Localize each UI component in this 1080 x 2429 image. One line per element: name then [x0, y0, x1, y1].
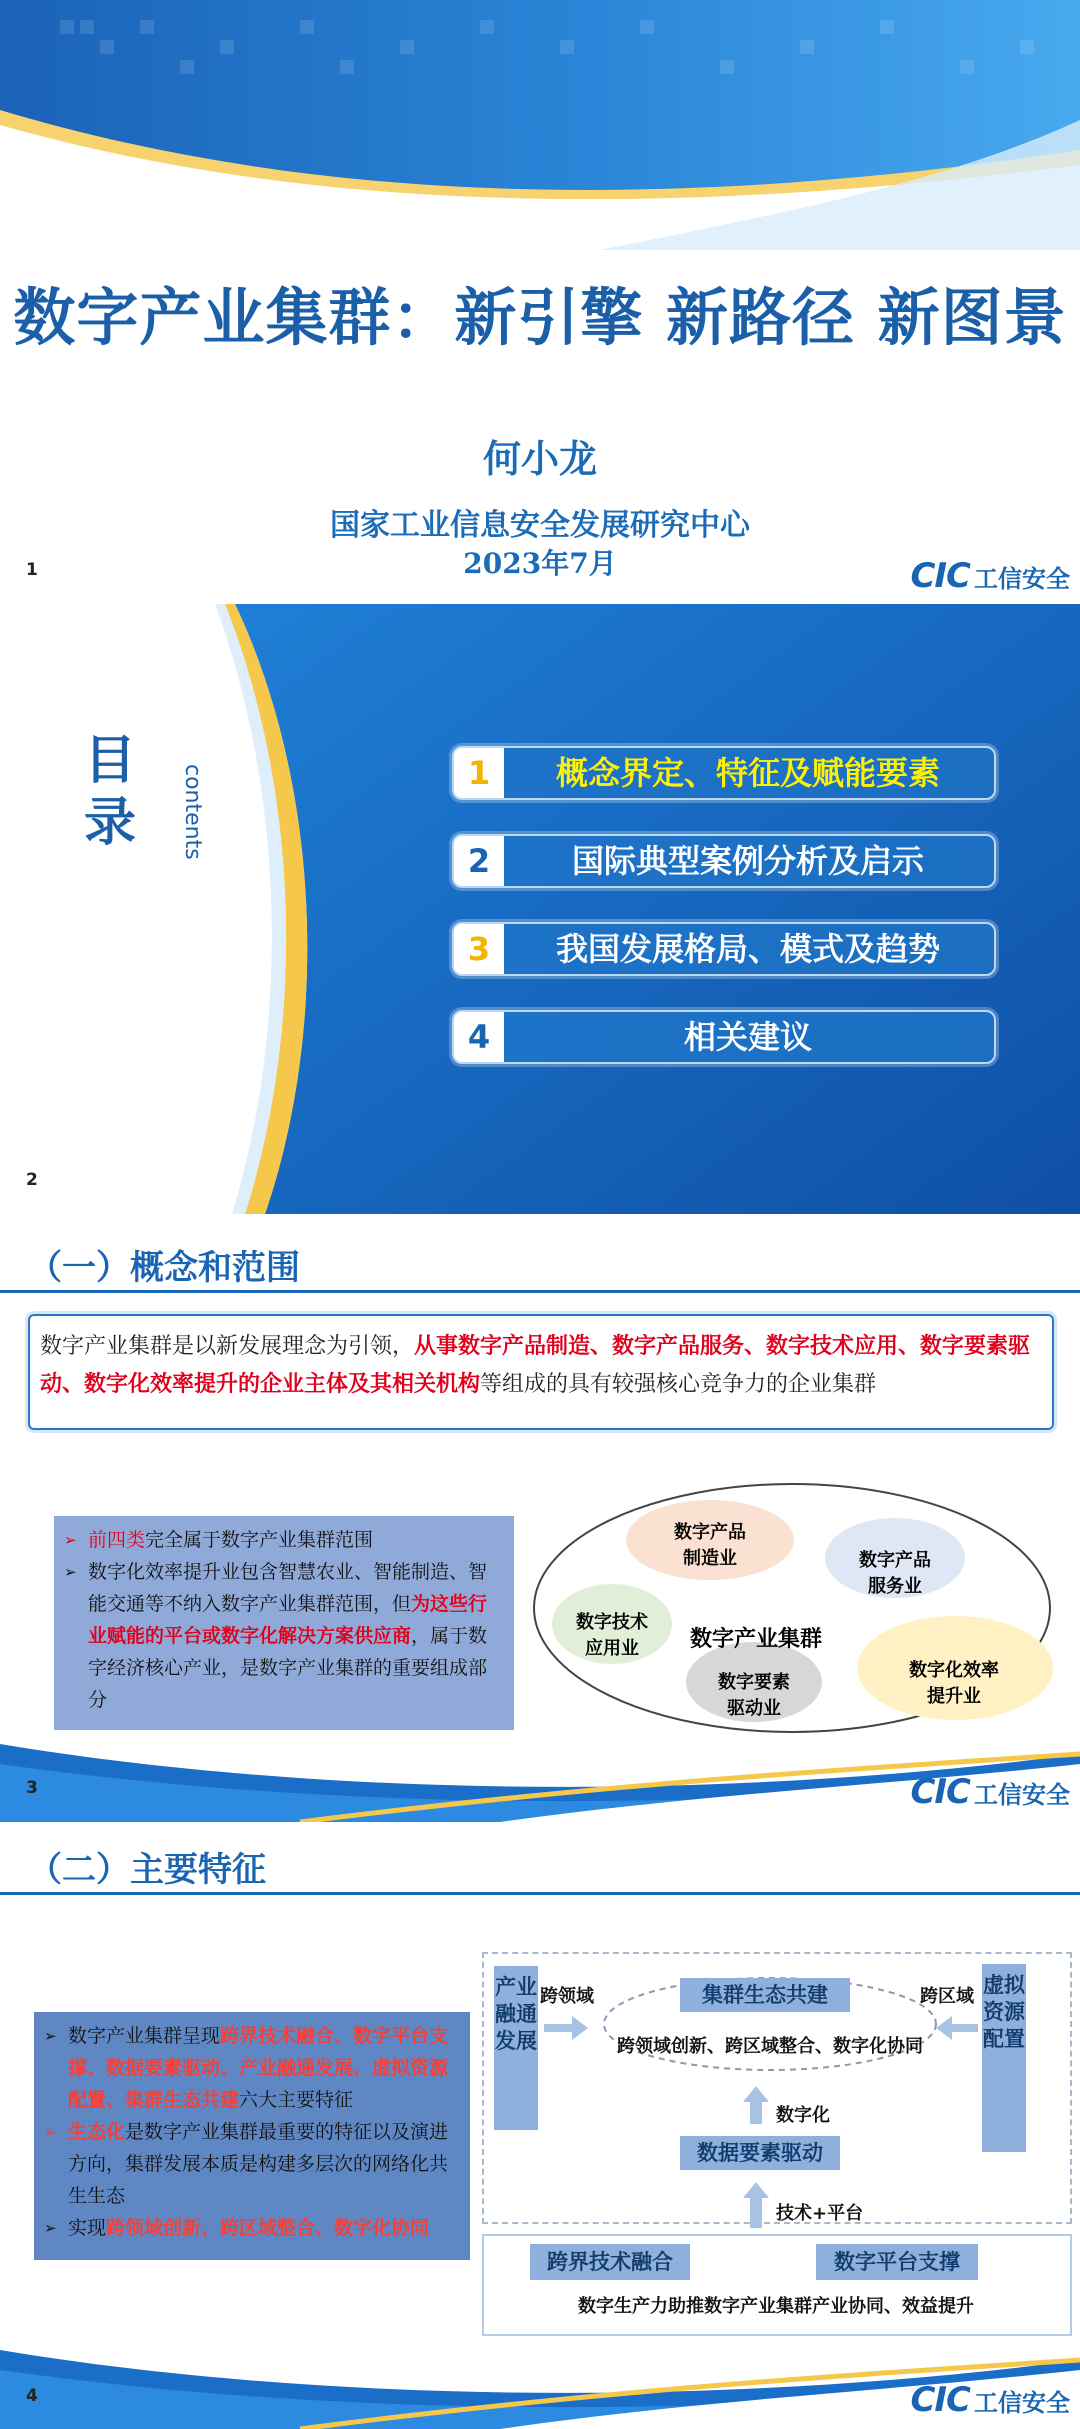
cic-logo: CIC 工信安全: [910, 556, 1070, 596]
cic-logo: CIC 工信安全: [910, 2380, 1070, 2420]
toc-item-1[interactable]: [452, 746, 996, 800]
arrow-left-icon-head: [936, 2016, 952, 2040]
ecosystem-pill: 集群生态共建: [680, 1978, 850, 2012]
bubble-service-label: 数字产品服务业: [859, 1550, 931, 1597]
feature-point-3: ➢ 实现跨领域创新、跨区域整合、数字化协同: [44, 2217, 430, 2239]
arrow-up-icon: [743, 2182, 769, 2198]
cross-region-label: 跨区域: [920, 1986, 974, 2007]
bubble-efficiency-label: 数字化效率提升业: [909, 1660, 999, 1707]
digitalization-label: 数字化: [776, 2105, 830, 2126]
arrow-up-icon: [743, 2086, 769, 2102]
toc-item-number: 1: [467, 754, 491, 792]
cover-author: 何小龙: [482, 437, 597, 481]
slide-concept: [0, 1218, 1080, 1822]
definition-text: 数字产业集群是以新发展理念为引领，从事数字产品制造、数字产品服务、数字技术应用、数字要素驱动、数字化效率提升的企业主体及其相关机构等组成的具有较强核心竞争力的企业集群: [40, 1334, 1031, 1397]
toc-item-label: 我国发展格局、模式及趋势: [555, 930, 940, 968]
toc-background: [0, 604, 1080, 1214]
feature-point-2: ➢ 生态化是数字产业集群最重要的特征以及演进方向，集群发展本质是构建多层次的网络化共生生态: [44, 2121, 449, 2207]
arrow-up-stem: [750, 2102, 762, 2124]
section-title: （一）概念和范围: [28, 1248, 300, 1288]
productivity-text: 数字生产力助推数字产业集群产业协同、效益提升: [578, 2296, 974, 2317]
arrow-right-icon-head: [572, 2016, 588, 2040]
scope-note-1: ➢ 前四类完全属于数字产业集群范围: [64, 1529, 374, 1551]
page-number: 3: [26, 1778, 38, 1798]
definition-box: [28, 1314, 1054, 1430]
slide-cover: [0, 0, 1080, 600]
slide-toc: [0, 604, 1080, 1214]
data-driven-pill: 数据要素驱动: [680, 2136, 840, 2170]
toc-item-number: 2: [467, 842, 491, 880]
bubble-tech-label: 数字技术应用业: [576, 1612, 648, 1659]
header-band: [0, 0, 1080, 250]
toc-heading: 目录: [84, 731, 137, 853]
cover-title: 数字产业集群：新引擎 新路径 新图景: [13, 281, 1067, 354]
features-box: [34, 2012, 470, 2260]
cover-date: 2023年7月: [463, 547, 617, 580]
bubble-manufacturing-label: 数字产品制造业: [674, 1522, 746, 1569]
toc-item-2[interactable]: [452, 834, 996, 888]
industry-integration-box: 产业融通发展: [494, 1966, 538, 2130]
toc-item-label: 相关建议: [683, 1018, 812, 1056]
toc-item-3[interactable]: [452, 922, 996, 976]
toc-item-number: 3: [467, 930, 491, 968]
section-divider: [0, 1892, 1080, 1895]
tech-fusion-pill: 跨界技术融合: [530, 2244, 690, 2280]
ecosystem-subtext: 跨领域创新、跨区域整合、数字化协同: [617, 2036, 923, 2057]
toc-item-number: 4: [467, 1018, 491, 1056]
slide-features: [0, 1826, 1080, 2429]
page-number: 2: [26, 1170, 38, 1190]
platform-support-pill: 数字平台支撑: [816, 2244, 978, 2280]
section-title: （二）主要特征: [28, 1850, 266, 1890]
feature-point-1: ➢ 数字产业集群呈现跨界技术融合、数字平台支撑、数据要素驱动、产业融通发展、虚拟资源配置、集群生态共建六大主要特征: [44, 2025, 449, 2111]
scope-note-box: [54, 1516, 514, 1730]
toc-subheading: contents: [180, 764, 205, 860]
tech-platform-label: 技术+平台: [776, 2203, 864, 2224]
cross-domain-label: 跨领域: [540, 1986, 594, 2007]
section-divider: [0, 1290, 1080, 1293]
arrow-up-stem: [750, 2198, 762, 2228]
toc-item-4[interactable]: [452, 1010, 996, 1064]
cic-logo: CIC 工信安全: [910, 1772, 1070, 1812]
cover-organization: 国家工业信息安全发展研究中心: [330, 508, 750, 543]
page-number: 4: [26, 2386, 38, 2406]
arrow-right-icon: [544, 2024, 574, 2032]
bubble-factor-label: 数字要素驱动业: [718, 1672, 790, 1719]
toc-item-label: 概念界定、特征及赋能要素: [555, 754, 940, 792]
page-number: 1: [26, 560, 38, 580]
cluster-center-label: 数字产业集群: [690, 1627, 823, 1652]
toc-item-label: 国际典型案例分析及启示: [571, 842, 924, 880]
arrow-left-icon: [950, 2024, 978, 2032]
virtual-resource-box: 虚拟资源配置: [982, 1964, 1026, 2152]
scope-note-2: ➢ 数字化效率提升业包含智慧农业、智能制造、智能交通等不纳入数字产业集群范围，但为这些行业赋能的平台或数字化解决方案供应商，属于数字经济核心产业，是数字产业集群的重要组成部分: [64, 1561, 488, 1711]
